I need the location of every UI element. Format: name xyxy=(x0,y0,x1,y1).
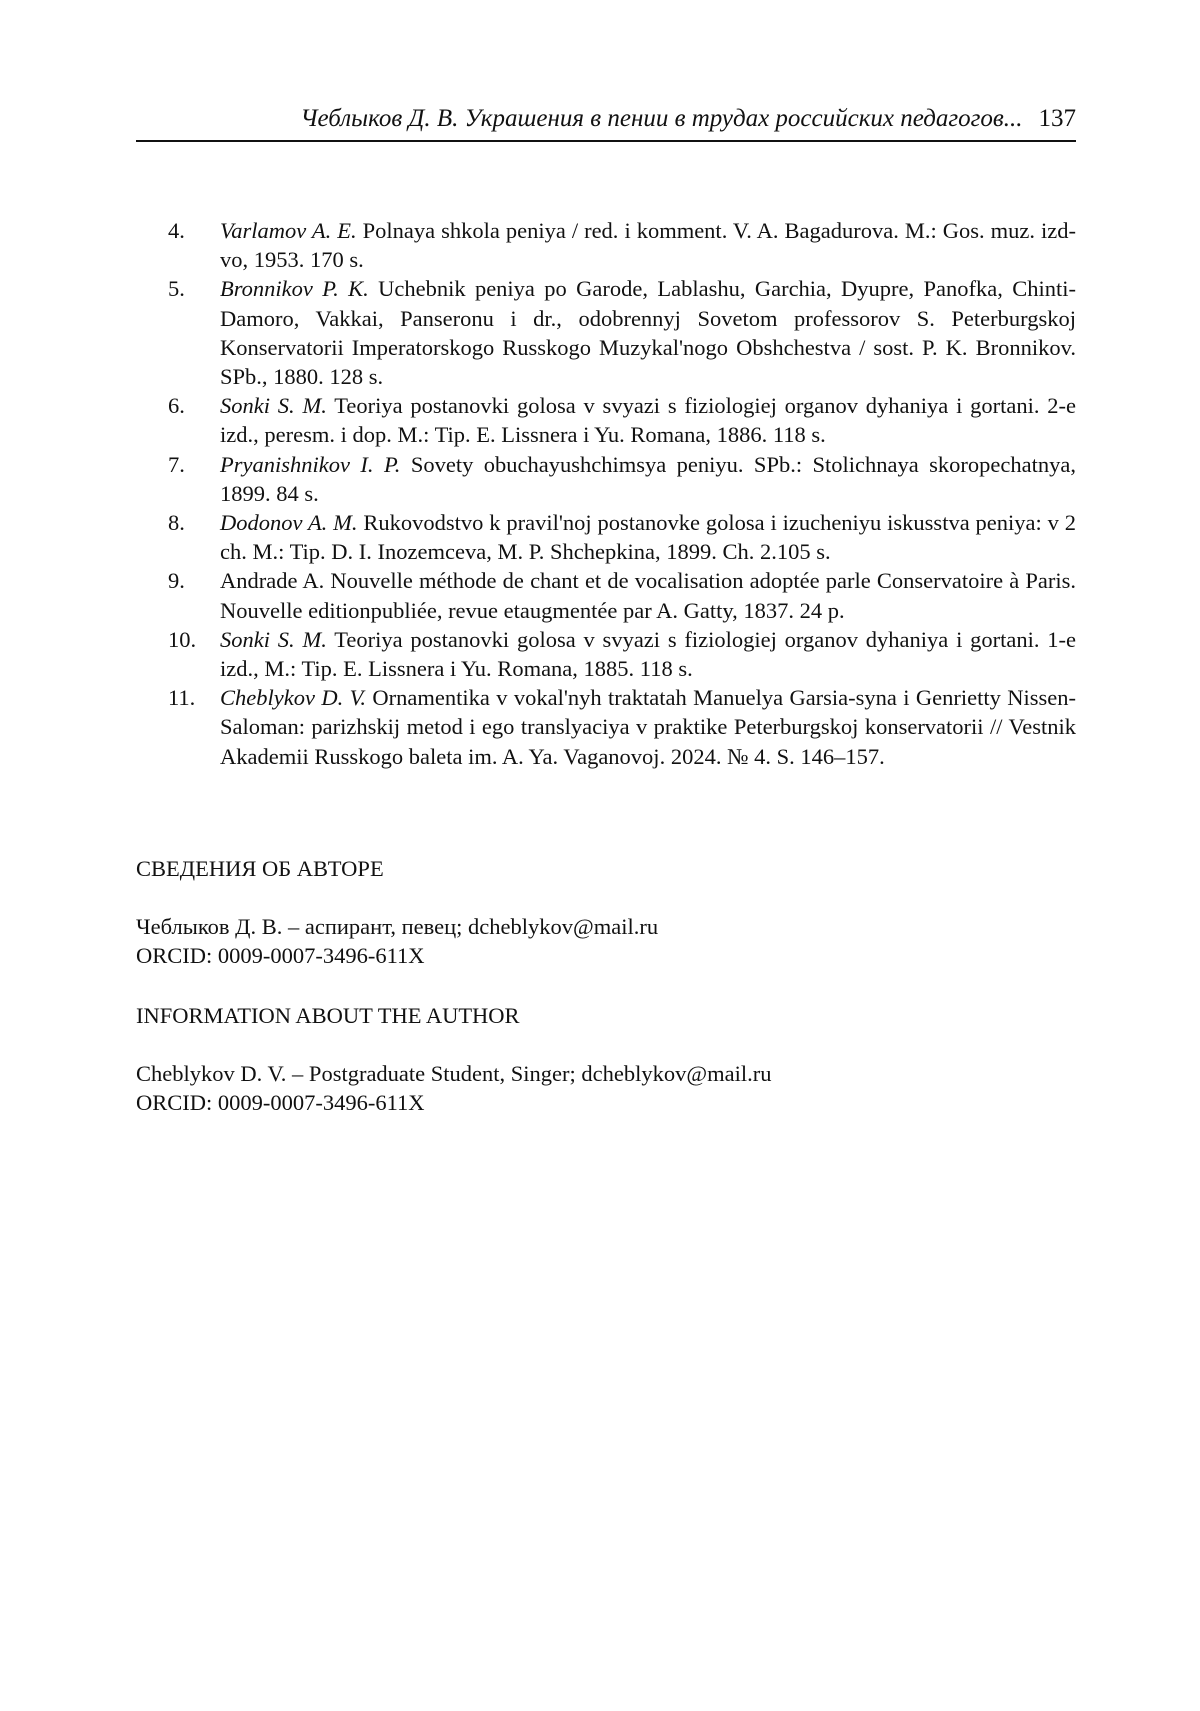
reference-author: Bronnikov P. K. xyxy=(220,276,369,302)
header-rule xyxy=(136,140,1076,142)
reference-number: 7. xyxy=(168,451,185,477)
orcid: ORCID: 0009-0007-3496-611X xyxy=(136,1090,425,1116)
reference-text: Ornamentika v vokal'nyh traktatah Manuelya Garsia-syna i Genrietty Nissen-Saloman: parizhskij metod i ego translyaciya v praktike Peterburgskoj konservatorii // Vestnik Akademii Russkogo baleta im. A. Ya. Vaganovoj. 2024. № 4. S. 146–157. xyxy=(220,685,1076,769)
reference-item xyxy=(168,683,1076,771)
reference-number: 11. xyxy=(168,685,196,711)
author-description: Cheblykov D. V. – Postgraduate Student, Singer; xyxy=(136,1061,582,1087)
running-head-title: Чеблыков Д. В. Украшения в пении в трудах российских педагогов... xyxy=(300,105,1023,132)
section-title: INFORMATION ABOUT THE AUTHOR xyxy=(136,1003,520,1028)
author-line xyxy=(136,912,1076,941)
reference-author: Sonki S. M. xyxy=(220,393,327,419)
orcid: ORCID: 0009-0007-3496-611X xyxy=(136,943,425,969)
reference-item xyxy=(168,450,1076,508)
reference-author: Cheblykov D. V. xyxy=(220,685,367,711)
reference-item xyxy=(168,625,1076,683)
author-info-ru xyxy=(136,854,1076,971)
reference-text: Andrade A. Nouvelle méthode de chant et de vocalisation adoptée parle Conservatoire à Paris. Nouvelle editionpubliée, revue etaugmentée par A. Gatty, 1837. 24 p. xyxy=(220,568,1076,623)
reference-text: Sovety obuchayushchimsya peniyu. SPb.: Stolichnaya skoropechatnya, 1899. 84 s. xyxy=(220,451,1076,506)
author-line xyxy=(136,1059,1076,1088)
email-link[interactable]: dcheblykov@mail.ru xyxy=(468,914,659,940)
reference-number: 10. xyxy=(168,626,197,652)
reference-number: 5. xyxy=(168,276,185,302)
author-info-en xyxy=(136,1001,1076,1118)
reference-number: 8. xyxy=(168,510,185,536)
reference-text: Teoriya postanovki golosa v svyazi s fiziologiej organov dyhaniya i gortani. 2-e izd., peresm. i dop. M.: Tip. E. Lissnera i Yu. Romana, 1886. 118 s. xyxy=(220,393,1076,448)
reference-number: 4. xyxy=(168,218,185,243)
section-title: СВЕДЕНИЯ ОБ АВТОРЕ xyxy=(136,856,384,881)
reference-author: Pryanishnikov I. P. xyxy=(220,451,401,477)
reference-text: Uchebnik peniya po Garode, Lablashu, Garchia, Dyupre, Panofka, Chinti-Damoro, Vakkai, Panseronu i dr., odobrennyj Sovetom professorov S. Peterburgskoj Konservatorii Imperatorskogo Russkogo Muzykal'nogo Obshchestva / sost. P. K. Bronnikov. SPb., 1880. 128 s. xyxy=(220,276,1076,390)
author-description: Чеблыков Д. В. – аспирант, певец; xyxy=(136,914,469,940)
reference-item xyxy=(168,566,1076,624)
reference-text: Polnaya shkola peniya / red. i komment. V. A. Bagadurova. M.: Gos. muz. izd-vo, 1953. 170 s. xyxy=(220,218,1076,273)
reference-text: Teoriya postanovki golosa v svyazi s fiziologiej organov dyhaniya i gortani. 1-e izd., M.: Tip. E. Lissnera i Yu. Romana, 1885. 118 s. xyxy=(220,626,1076,682)
reference-list xyxy=(168,216,1076,771)
reference-number: 9. xyxy=(168,568,185,594)
reference-number: 6. xyxy=(168,393,185,419)
reference-item xyxy=(168,274,1076,391)
reference-item xyxy=(168,216,1076,274)
email-link[interactable]: dcheblykov@mail.ru xyxy=(581,1061,772,1087)
reference-text: Rukovodstvo k pravil'noj postanovke golosa i izucheniyu iskusstva peniya: v 2 ch. M.: Tip. D. I. Inozemceva, M. P. Shchepkina, 1899. Ch. 2.105 s. xyxy=(220,510,1076,565)
running-head xyxy=(136,104,1076,134)
reference-item xyxy=(168,391,1076,449)
reference-author: Varlamov A. E. xyxy=(220,218,357,243)
reference-author: Sonki S. M. xyxy=(220,626,327,652)
reference-author: Dodonov A. M. xyxy=(220,510,358,536)
reference-item xyxy=(168,508,1076,566)
page-number: 137 xyxy=(1038,105,1076,132)
